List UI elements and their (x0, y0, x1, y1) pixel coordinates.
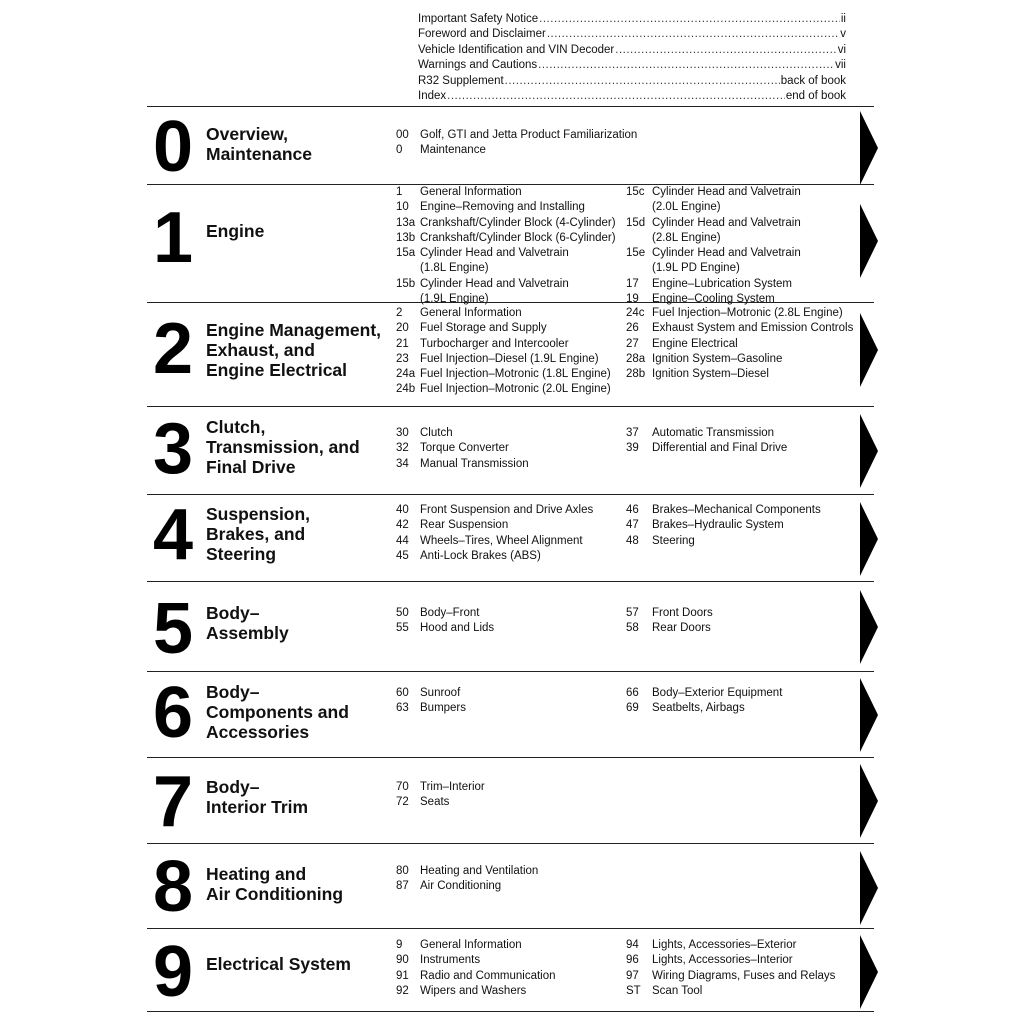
chapter-title: Fuel Injection–Diesel (1.9L Engine) (420, 352, 599, 365)
chapter-entry[interactable] (396, 984, 556, 999)
section-number: 3 (153, 409, 192, 489)
chapter-entry[interactable] (626, 534, 821, 549)
chapter-title: Automatic Transmission (652, 427, 775, 439)
chapter-title: General Information (420, 186, 522, 198)
chapter-number: 46 (626, 504, 639, 516)
chapter-entry[interactable] (626, 306, 853, 321)
front-matter-entry[interactable] (418, 89, 846, 104)
chapter-number: 66 (626, 687, 639, 699)
section-tab-arrow-icon[interactable] (860, 414, 878, 488)
chapter-title: Ignition System–Gasoline (652, 352, 783, 365)
front-matter-entry[interactable] (418, 27, 846, 42)
chapter-column (626, 606, 713, 637)
chapter-number: 15a (396, 247, 416, 260)
chapter-number: 26 (626, 322, 639, 335)
chapter-number: 15c (626, 186, 645, 198)
chapter-number: 24a (396, 368, 416, 381)
chapter-number: 30 (396, 427, 409, 439)
chapter-number: 17 (626, 277, 639, 290)
chapter-entry[interactable] (626, 367, 853, 382)
chapter-number: 15e (626, 247, 646, 260)
chapter-entry[interactable] (626, 606, 713, 621)
chapter-entry[interactable] (396, 216, 616, 231)
chapter-number: 13b (396, 231, 416, 244)
chapter-title: Fuel Storage and Supply (420, 322, 547, 335)
chapter-entry[interactable] (396, 352, 611, 367)
chapter-column (396, 306, 611, 398)
section-title[interactable]: Heating and Air Conditioning (206, 864, 344, 904)
section-title[interactable]: Clutch, Transmission, and Final Drive (206, 417, 360, 477)
section-9 (147, 928, 874, 1012)
chapter-title: Crankshaft/Cylinder Block (6-Cylinder) (420, 231, 616, 244)
chapter-entry[interactable] (626, 441, 787, 456)
chapter-number: 55 (396, 622, 409, 635)
chapter-entry[interactable] (626, 246, 801, 277)
chapter-number: 94 (626, 939, 639, 951)
section-number: 6 (153, 673, 192, 753)
chapter-column (396, 606, 494, 637)
chapter-number: 91 (396, 969, 409, 982)
chapter-entry[interactable] (396, 457, 529, 472)
chapter-entry[interactable] (396, 185, 616, 200)
chapter-title: Rear Suspension (420, 519, 509, 532)
chapter-entry[interactable] (396, 503, 593, 518)
chapter-number: 58 (626, 622, 639, 635)
chapter-number: 45 (396, 549, 409, 562)
chapter-title: Lights, Accessories–Exterior (652, 939, 797, 951)
chapter-title: Cylinder Head and Valvetrain (1.9L Engine) (420, 277, 569, 306)
chapter-entry[interactable] (626, 938, 835, 953)
chapter-number: 48 (626, 534, 639, 547)
chapter-entry[interactable] (626, 337, 853, 352)
chapter-title: Turbocharger and Intercooler (420, 337, 569, 350)
chapter-number: 60 (396, 687, 409, 699)
chapter-number: 24c (626, 307, 645, 319)
chapter-number: 19 (626, 293, 639, 306)
chapter-entry[interactable] (396, 231, 616, 246)
chapter-entry[interactable] (396, 701, 466, 716)
chapter-title: Body–Front (420, 607, 480, 619)
chapter-entry[interactable] (396, 518, 593, 533)
chapter-column (396, 128, 637, 159)
chapter-number: 21 (396, 337, 409, 350)
chapter-title: Fuel Injection–Motronic (1.8L Engine) (420, 368, 611, 381)
chapter-number: 96 (626, 954, 639, 967)
chapter-number: 23 (396, 352, 409, 365)
section-4 (147, 494, 874, 582)
chapter-number: 00 (396, 129, 409, 141)
section-tab-arrow-icon[interactable] (860, 678, 878, 752)
chapter-title: Body–Exterior Equipment (652, 687, 783, 699)
front-matter-entry[interactable] (418, 58, 846, 73)
chapter-title: Torque Converter (420, 442, 509, 455)
chapter-number: 28a (626, 352, 646, 365)
chapter-title: Instruments (420, 954, 481, 967)
chapter-number: 50 (396, 607, 409, 619)
chapter-title: Front Suspension and Drive Axles (420, 504, 594, 516)
chapter-column (396, 938, 556, 999)
chapter-title: Fuel Injection–Motronic (2.8L Engine) (652, 307, 843, 319)
chapter-number: ST (626, 984, 641, 997)
chapter-title: Cylinder Head and Valvetrain (1.9L PD Engine) (652, 247, 801, 275)
chapter-number: 70 (396, 781, 409, 793)
chapter-column (626, 185, 801, 307)
chapter-entry[interactable] (626, 518, 821, 533)
section-title[interactable]: Overview, Maintenance (206, 124, 312, 164)
section-title[interactable]: Body– Interior Trim (206, 777, 309, 817)
section-tab-arrow-icon[interactable] (860, 935, 878, 1009)
front-matter-entry[interactable] (418, 43, 846, 58)
chapter-number: 92 (396, 984, 409, 997)
chapter-title: Maintenance (420, 144, 486, 157)
chapter-number: 13a (396, 216, 416, 229)
chapter-column (396, 780, 485, 811)
chapter-entry[interactable] (396, 426, 529, 441)
chapter-number: 37 (626, 427, 639, 439)
chapter-number: 39 (626, 442, 639, 455)
chapter-title: Differential and Final Drive (652, 442, 788, 455)
chapter-title: Crankshaft/Cylinder Block (4-Cylinder) (420, 216, 616, 229)
chapter-column (396, 686, 466, 717)
chapter-number: 90 (396, 954, 409, 967)
chapter-number: 63 (396, 702, 409, 715)
chapter-title: Steering (652, 534, 695, 547)
chapter-number: 28b (626, 368, 646, 381)
chapter-number: 42 (396, 519, 409, 532)
chapter-title: Cylinder Head and Valvetrain (1.8L Engine) (420, 247, 569, 275)
chapter-number: 57 (626, 607, 639, 619)
entry-page: ii (840, 13, 846, 25)
chapter-entry[interactable] (626, 216, 801, 247)
section-title[interactable]: Engine Management, Exhaust, and Engine Electrical (206, 320, 382, 380)
chapter-title: Cylinder Head and Valvetrain (2.8L Engine) (652, 216, 801, 244)
chapter-entry[interactable] (396, 128, 637, 143)
chapter-column (626, 938, 835, 999)
chapter-number: 87 (396, 880, 409, 893)
section-tab-arrow-icon[interactable] (860, 204, 878, 278)
entry-page: end of book (785, 90, 846, 103)
section-title[interactable]: Suspension, Brakes, and Steering (206, 504, 311, 564)
chapter-title: Engine–Cooling System (652, 293, 775, 306)
entry-title: Vehicle Identification and VIN Decoder (418, 43, 615, 56)
chapter-title: Wheels–Tires, Wheel Alignment (420, 534, 583, 547)
chapter-title: Clutch (420, 427, 453, 439)
entry-title: R32 Supplement (418, 74, 504, 87)
section-tab-arrow-icon[interactable] (860, 313, 878, 387)
chapter-entry[interactable] (396, 879, 538, 894)
chapter-title: Manual Transmission (420, 457, 529, 470)
section-title[interactable]: Body– Assembly (206, 603, 289, 643)
chapter-number: 47 (626, 519, 639, 532)
chapter-entry[interactable] (626, 352, 853, 367)
chapter-title: Golf, GTI and Jetta Product Familiarization (420, 129, 638, 141)
section-tab-arrow-icon[interactable] (860, 590, 878, 664)
section-2 (147, 302, 874, 407)
chapter-number: 80 (396, 865, 409, 877)
chapter-column (626, 686, 782, 717)
front-matter-entry[interactable] (418, 12, 846, 27)
chapter-number: 24b (396, 383, 416, 396)
chapter-title: Radio and Communication (420, 969, 556, 982)
chapter-title: Trim–Interior (420, 781, 485, 793)
chapter-entry[interactable] (396, 549, 593, 564)
chapter-title: General Information (420, 939, 522, 951)
section-title[interactable]: Electrical System (206, 954, 351, 974)
chapter-number: 97 (626, 969, 639, 982)
chapter-number: 2 (396, 307, 403, 319)
chapter-number: 40 (396, 504, 409, 516)
entry-page: back of book (780, 74, 846, 87)
section-number: 0 (153, 107, 192, 187)
chapter-entry[interactable] (396, 321, 611, 336)
chapter-entry[interactable] (626, 426, 787, 441)
chapter-title: Cylinder Head and Valvetrain (2.0L Engine) (652, 186, 801, 214)
chapter-number: 20 (396, 322, 409, 335)
chapter-entry[interactable] (396, 337, 611, 352)
section-number: 2 (153, 309, 192, 389)
section-title[interactable]: Engine (206, 221, 265, 241)
section-tab-arrow-icon[interactable] (860, 111, 878, 185)
chapter-entry[interactable] (396, 200, 616, 215)
chapter-title: Engine Electrical (652, 337, 738, 350)
section-number: 1 (153, 198, 192, 278)
chapter-number: 27 (626, 337, 639, 350)
chapter-entry[interactable] (626, 185, 801, 216)
chapter-entry[interactable] (396, 306, 611, 321)
chapter-column (396, 185, 616, 307)
chapter-title: Bumpers (420, 702, 467, 715)
entry-page: vi (837, 43, 846, 56)
chapter-entry[interactable] (396, 621, 494, 636)
chapter-title: Engine–Lubrication System (652, 277, 792, 290)
chapter-number: 1 (396, 186, 403, 198)
section-number: 7 (153, 762, 192, 842)
chapter-title: Air Conditioning (420, 880, 502, 893)
chapter-column (626, 306, 853, 382)
chapter-entry[interactable] (626, 503, 821, 518)
section-tab-arrow-icon[interactable] (860, 502, 878, 576)
chapter-title: Brakes–Hydraulic System (652, 519, 784, 532)
chapter-title: Sunroof (420, 687, 461, 699)
chapter-title: Anti-Lock Brakes (ABS) (420, 549, 541, 562)
chapter-entry[interactable] (626, 969, 835, 984)
chapter-entry[interactable] (396, 795, 485, 810)
chapter-title: Seats (420, 796, 450, 809)
chapter-title: Fuel Injection–Motronic (2.0L Engine) (420, 383, 611, 396)
chapter-title: Brakes–Mechanical Components (652, 504, 821, 516)
chapter-number: 15b (396, 277, 416, 290)
chapter-number: 10 (396, 201, 409, 214)
chapter-entry[interactable] (626, 984, 835, 999)
chapter-entry[interactable] (626, 953, 835, 968)
chapter-entry[interactable] (626, 277, 801, 292)
front-matter-list (418, 12, 846, 104)
section-number: 9 (153, 932, 192, 1012)
chapter-number: 15d (626, 216, 646, 229)
section-1 (147, 184, 874, 306)
chapter-number: 72 (396, 796, 409, 809)
chapter-entry[interactable] (396, 382, 611, 397)
chapter-number: 9 (396, 939, 403, 951)
section-tab-arrow-icon[interactable] (860, 764, 878, 838)
chapter-entry[interactable] (396, 143, 637, 158)
section-number: 4 (153, 495, 192, 575)
chapter-column (396, 864, 538, 895)
entry-title: Warnings and Cautions (418, 59, 538, 72)
section-7 (147, 757, 874, 844)
chapter-entry[interactable] (396, 938, 556, 953)
chapter-number: 44 (396, 534, 409, 547)
chapter-entry[interactable] (626, 686, 782, 701)
chapter-column (626, 426, 787, 457)
front-matter-entry[interactable] (418, 74, 846, 89)
chapter-entry[interactable] (396, 953, 556, 968)
entry-page: vii (835, 59, 846, 72)
section-number: 5 (153, 589, 192, 669)
chapter-entry[interactable] (396, 686, 466, 701)
section-title[interactable]: Body– Components and Accessories (206, 682, 349, 742)
chapter-title: Wiring Diagrams, Fuses and Relays (652, 969, 836, 982)
chapter-title: Wipers and Washers (420, 984, 527, 997)
chapter-number: 0 (396, 144, 403, 157)
chapter-title: Ignition System–Diesel (652, 368, 769, 381)
chapter-title: Hood and Lids (420, 622, 495, 635)
chapter-title: Seatbelts, Airbags (652, 702, 745, 715)
chapter-title: Front Doors (652, 607, 713, 619)
chapter-entry[interactable] (396, 969, 556, 984)
chapter-entry[interactable] (396, 780, 485, 795)
entry-title: Important Safety Notice (418, 13, 539, 25)
section-tab-arrow-icon[interactable] (860, 851, 878, 925)
section-number: 8 (153, 847, 192, 927)
chapter-title: Engine–Removing and Installing (420, 201, 585, 214)
chapter-entry[interactable] (396, 864, 538, 879)
entry-title: Index (418, 90, 447, 103)
chapter-column (396, 503, 593, 564)
section-8 (147, 843, 874, 929)
chapter-column (396, 426, 529, 472)
chapter-entry[interactable] (396, 606, 494, 621)
entry-page: v (840, 28, 846, 41)
chapter-entry[interactable] (396, 534, 593, 549)
chapter-title: Scan Tool (652, 984, 703, 997)
section-5 (147, 581, 874, 672)
chapter-title: Rear Doors (652, 622, 711, 635)
chapter-entry[interactable] (626, 621, 713, 636)
chapter-entry[interactable] (396, 246, 616, 277)
chapter-title: Heating and Ventilation (420, 865, 539, 877)
chapter-entry[interactable] (626, 701, 782, 716)
chapter-number: 34 (396, 457, 409, 470)
chapter-number: 32 (396, 442, 409, 455)
chapter-entry[interactable] (396, 367, 611, 382)
chapter-column (626, 503, 821, 549)
chapter-title: Exhaust System and Emission Controls (652, 322, 854, 335)
chapter-title: General Information (420, 307, 522, 319)
chapter-entry[interactable] (396, 441, 529, 456)
section-6 (147, 671, 874, 758)
section-3 (147, 406, 874, 495)
entry-title: Foreword and Disclaimer (418, 28, 546, 41)
chapter-entry[interactable] (626, 321, 853, 336)
chapter-title: Lights, Accessories–Interior (652, 954, 793, 967)
chapter-number: 69 (626, 702, 639, 715)
section-0 (147, 106, 874, 185)
